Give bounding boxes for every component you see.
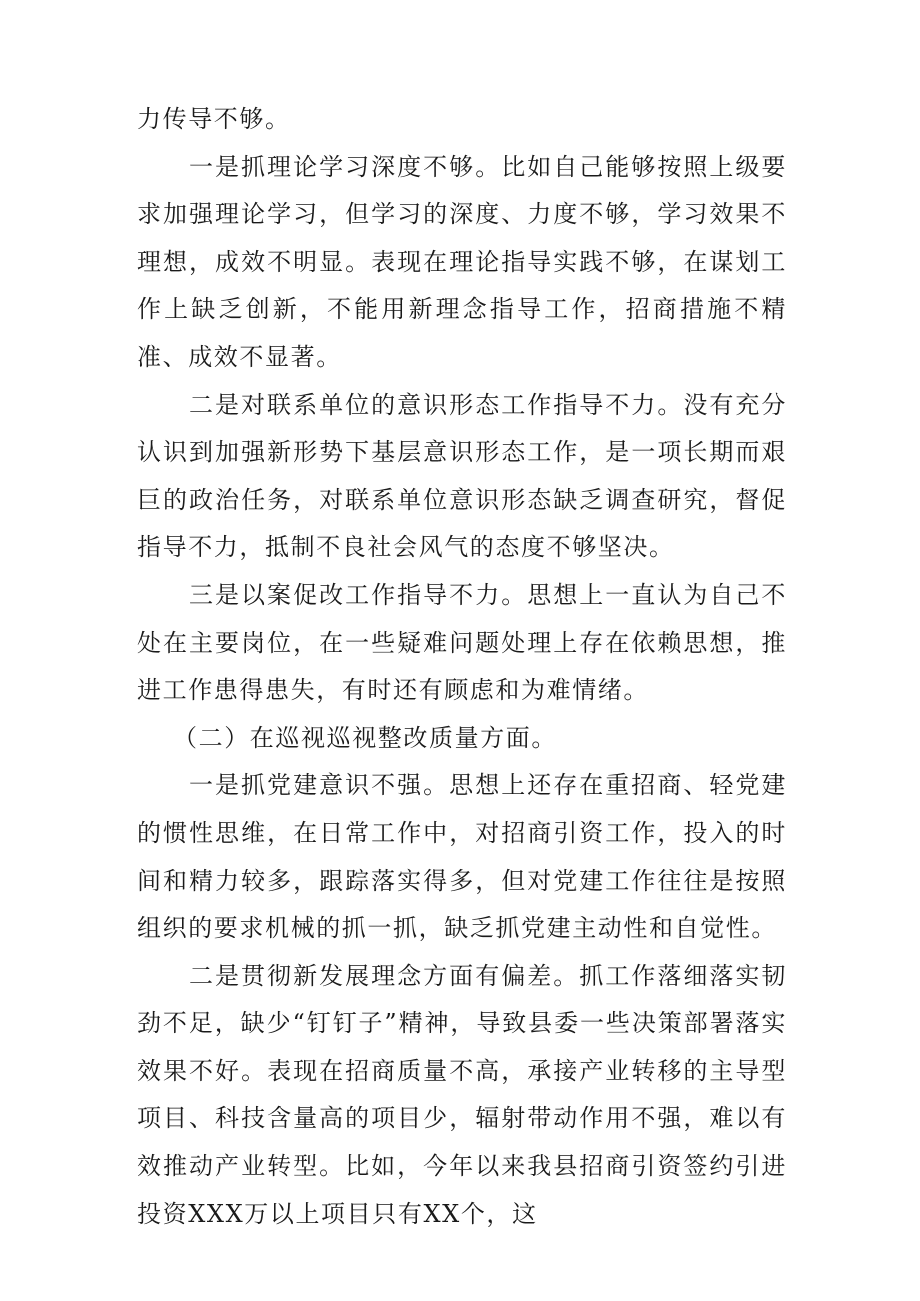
document-body	[137, 96, 787, 1238]
paragraph-party-building: 一是抓党建意识不强。思想上还存在重招商、轻党建的惯性思维，在日常工作中，对招商引资工作，投入的时间和精力较多，跟踪落实得多，但对党建工作往往是按照组织的要求机械的抓一抓，缺乏抓党建主动性和自觉性。	[137, 771, 787, 943]
paragraph-ideology-work: 二是对联系单位的意识形态工作指导不力。没有充分认识到加强新形势下基层意识形态工作，是一项长期而艰巨的政治任务，对联系单位意识形态缺乏调查研究，督促指导不力，抵制不良社会风气的态度不够坚决。	[137, 390, 787, 562]
paragraph-case-reform: 三是以案促改工作指导不力。思想上一直认为自己不处在主要岗位，在一些疑难问题处理上存在依赖思想，推进工作患得患失，有时还有顾虑和为难情绪。	[137, 580, 787, 705]
paragraph-theory-study: 一是抓理论学习深度不够。比如自己能够按照上级要求加强理论学习，但学习的深度、力度不够，学习效果不理想，成效不明显。表现在理论指导实践不够，在谋划工作上缺乏创新，不能用新理念指导工作，招商措施不精准、成效不显著。	[137, 152, 787, 371]
paragraph-continuation: 力传导不够。	[137, 105, 291, 133]
section-heading: （二）在巡视巡视整改质量方面。	[173, 723, 557, 752]
paragraph-development-concept: 二是贯彻新发展理念方面有偏差。抓工作落细落实韧劲不足，缺少“钉钉子”精神，导致县委一些决策部署落实效果不好。表现在招商质量不高，承接产业转移的主导型项目、科技含量高的项目少，辐射带动作用不强，难以有效推动产业转型。比如，今年以来我县招商引资签约引进投资XXX万以上项目只有XX个，这	[137, 961, 787, 1228]
